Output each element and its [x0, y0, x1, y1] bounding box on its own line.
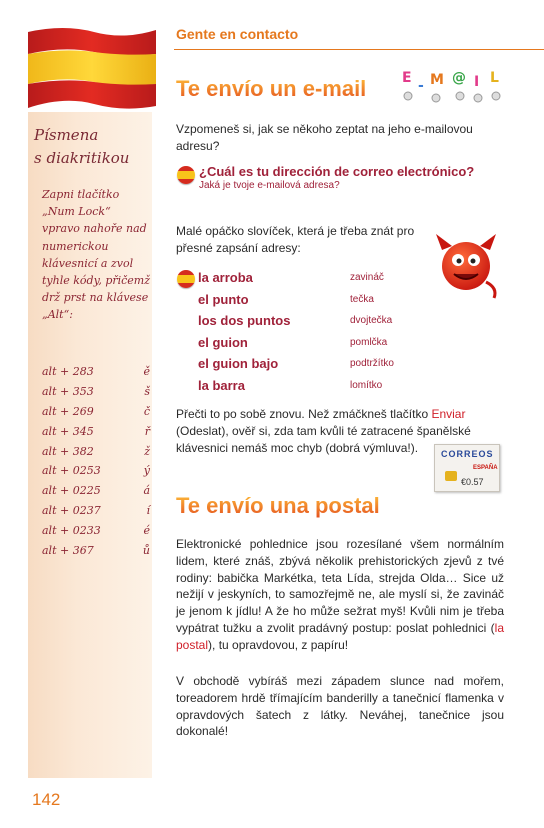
sidebar-instruction: Zapni tlačítko „Num Lock“ vpravo nahoře nad numerickou klávesnicí a zvol tyhle kódy, přičemž drž prst na klávese „Alt“:	[42, 188, 151, 322]
alt-code-row: alt + 353 š	[42, 384, 150, 398]
alt-code-row: alt + 0253 ý	[42, 464, 150, 478]
svg-text:M: M	[430, 72, 444, 88]
svg-text:I: I	[474, 74, 480, 90]
section-header: Gente en contacto	[176, 26, 299, 42]
vocab-item: el guion bajo podtržítko	[198, 356, 394, 372]
spain-bullet-icon	[177, 166, 195, 184]
question-spanish: ¿Cuál es tu dirección de correo electrónico?	[199, 164, 475, 179]
postal-paragraph-2: V obchodě vybíráš mezi západem slunce nad mořem, toreadorem hrdě třímajícím banderilly a tanečnicí flamenka v opravdových šatech z látky. Neváhej, tanečnice jsou dokonalé!	[176, 674, 504, 739]
alt-code-row: alt + 382 ž	[42, 444, 150, 458]
page-number: 142	[32, 790, 61, 809]
email-heading: Te envío un e-mail	[176, 76, 367, 101]
stamp-country: ESPAÑA	[473, 465, 498, 471]
vocab-item: los dos puntos dvojtečka	[198, 313, 393, 329]
question-block	[199, 164, 499, 193]
stamp-value: €0.57	[461, 477, 484, 487]
vocab-item: el punto tečka	[198, 291, 374, 307]
postage-stamp-image	[434, 444, 500, 492]
la-postal-highlight: la postal	[176, 620, 504, 652]
stamp-emblem-icon	[445, 471, 457, 481]
alt-code-row: alt + 367 ů	[42, 544, 150, 558]
svg-text:-: -	[418, 78, 424, 94]
alt-code-row: alt + 345 ř	[42, 424, 150, 438]
svg-text:L: L	[490, 70, 499, 86]
alt-code-list	[42, 362, 150, 561]
sidebar-title: Písmena s diakritikou	[34, 126, 130, 167]
vocab-item: el guion pomlčka	[198, 334, 388, 350]
vocab-item: la barra lomítko	[198, 377, 383, 393]
vocab-list	[198, 268, 398, 398]
alt-code-row: alt + 269 č	[42, 404, 150, 418]
svg-text:E: E	[402, 70, 412, 86]
alt-code-row: alt + 0225 á	[42, 484, 150, 498]
spain-flag-image	[24, 24, 160, 112]
header-divider	[174, 49, 544, 50]
postal-heading: Te envío una postal	[176, 493, 380, 518]
stamp-brand: CORREOS	[441, 449, 494, 459]
email-letters-illustration	[400, 68, 520, 108]
svg-text:@: @	[452, 70, 466, 86]
enviar-highlight: Enviar	[431, 407, 466, 421]
spain-bullet-icon	[177, 270, 195, 288]
devil-mascot-image	[430, 232, 502, 300]
vocab-item: la arroba zavináč	[198, 270, 384, 285]
question-czech: Jaká je tvoje e-mailová adresa?	[199, 180, 340, 191]
alt-code-row: alt + 283 ě	[42, 365, 150, 378]
alt-code-row: alt + 0237 í	[42, 504, 150, 518]
vocab-intro: Malé opáčko slovíček, která je třeba znát pro přesné zapsání adresy:	[176, 224, 415, 255]
alt-code-row: alt + 0233 é	[42, 524, 150, 538]
postal-paragraph-1: Elektronické pohlednice jsou rozesílané všem normálním lidem, které znáš, zbývá několik prehistorických zjevů z tvé rodiny: babička Markétka, teta Lída, strejda Olda… Sice už nežijí v jeskyních, to samozřejmě ne, ale myslí si, že zavináč je jenom k jídlu! A že ho může sežrat myš! Kvůli nim je třeba vypátrat tužku a zvolit pradávný postup: poslat pohlednici (la postal), tu opravdovou, z papíru!	[176, 537, 504, 652]
email-intro: Vzpomeneš si, jak se někoho zeptat na jeho e-mailovou adresu?	[176, 122, 473, 153]
check-paragraph: Přečti to po sobě znovu. Než zmáčkneš tlačítko Enviar (Odeslat), ověř si, zda tam kvůli té zatracené španělské klávesnici nemáš moc chyb (dobrá výmluva!).	[176, 407, 471, 455]
